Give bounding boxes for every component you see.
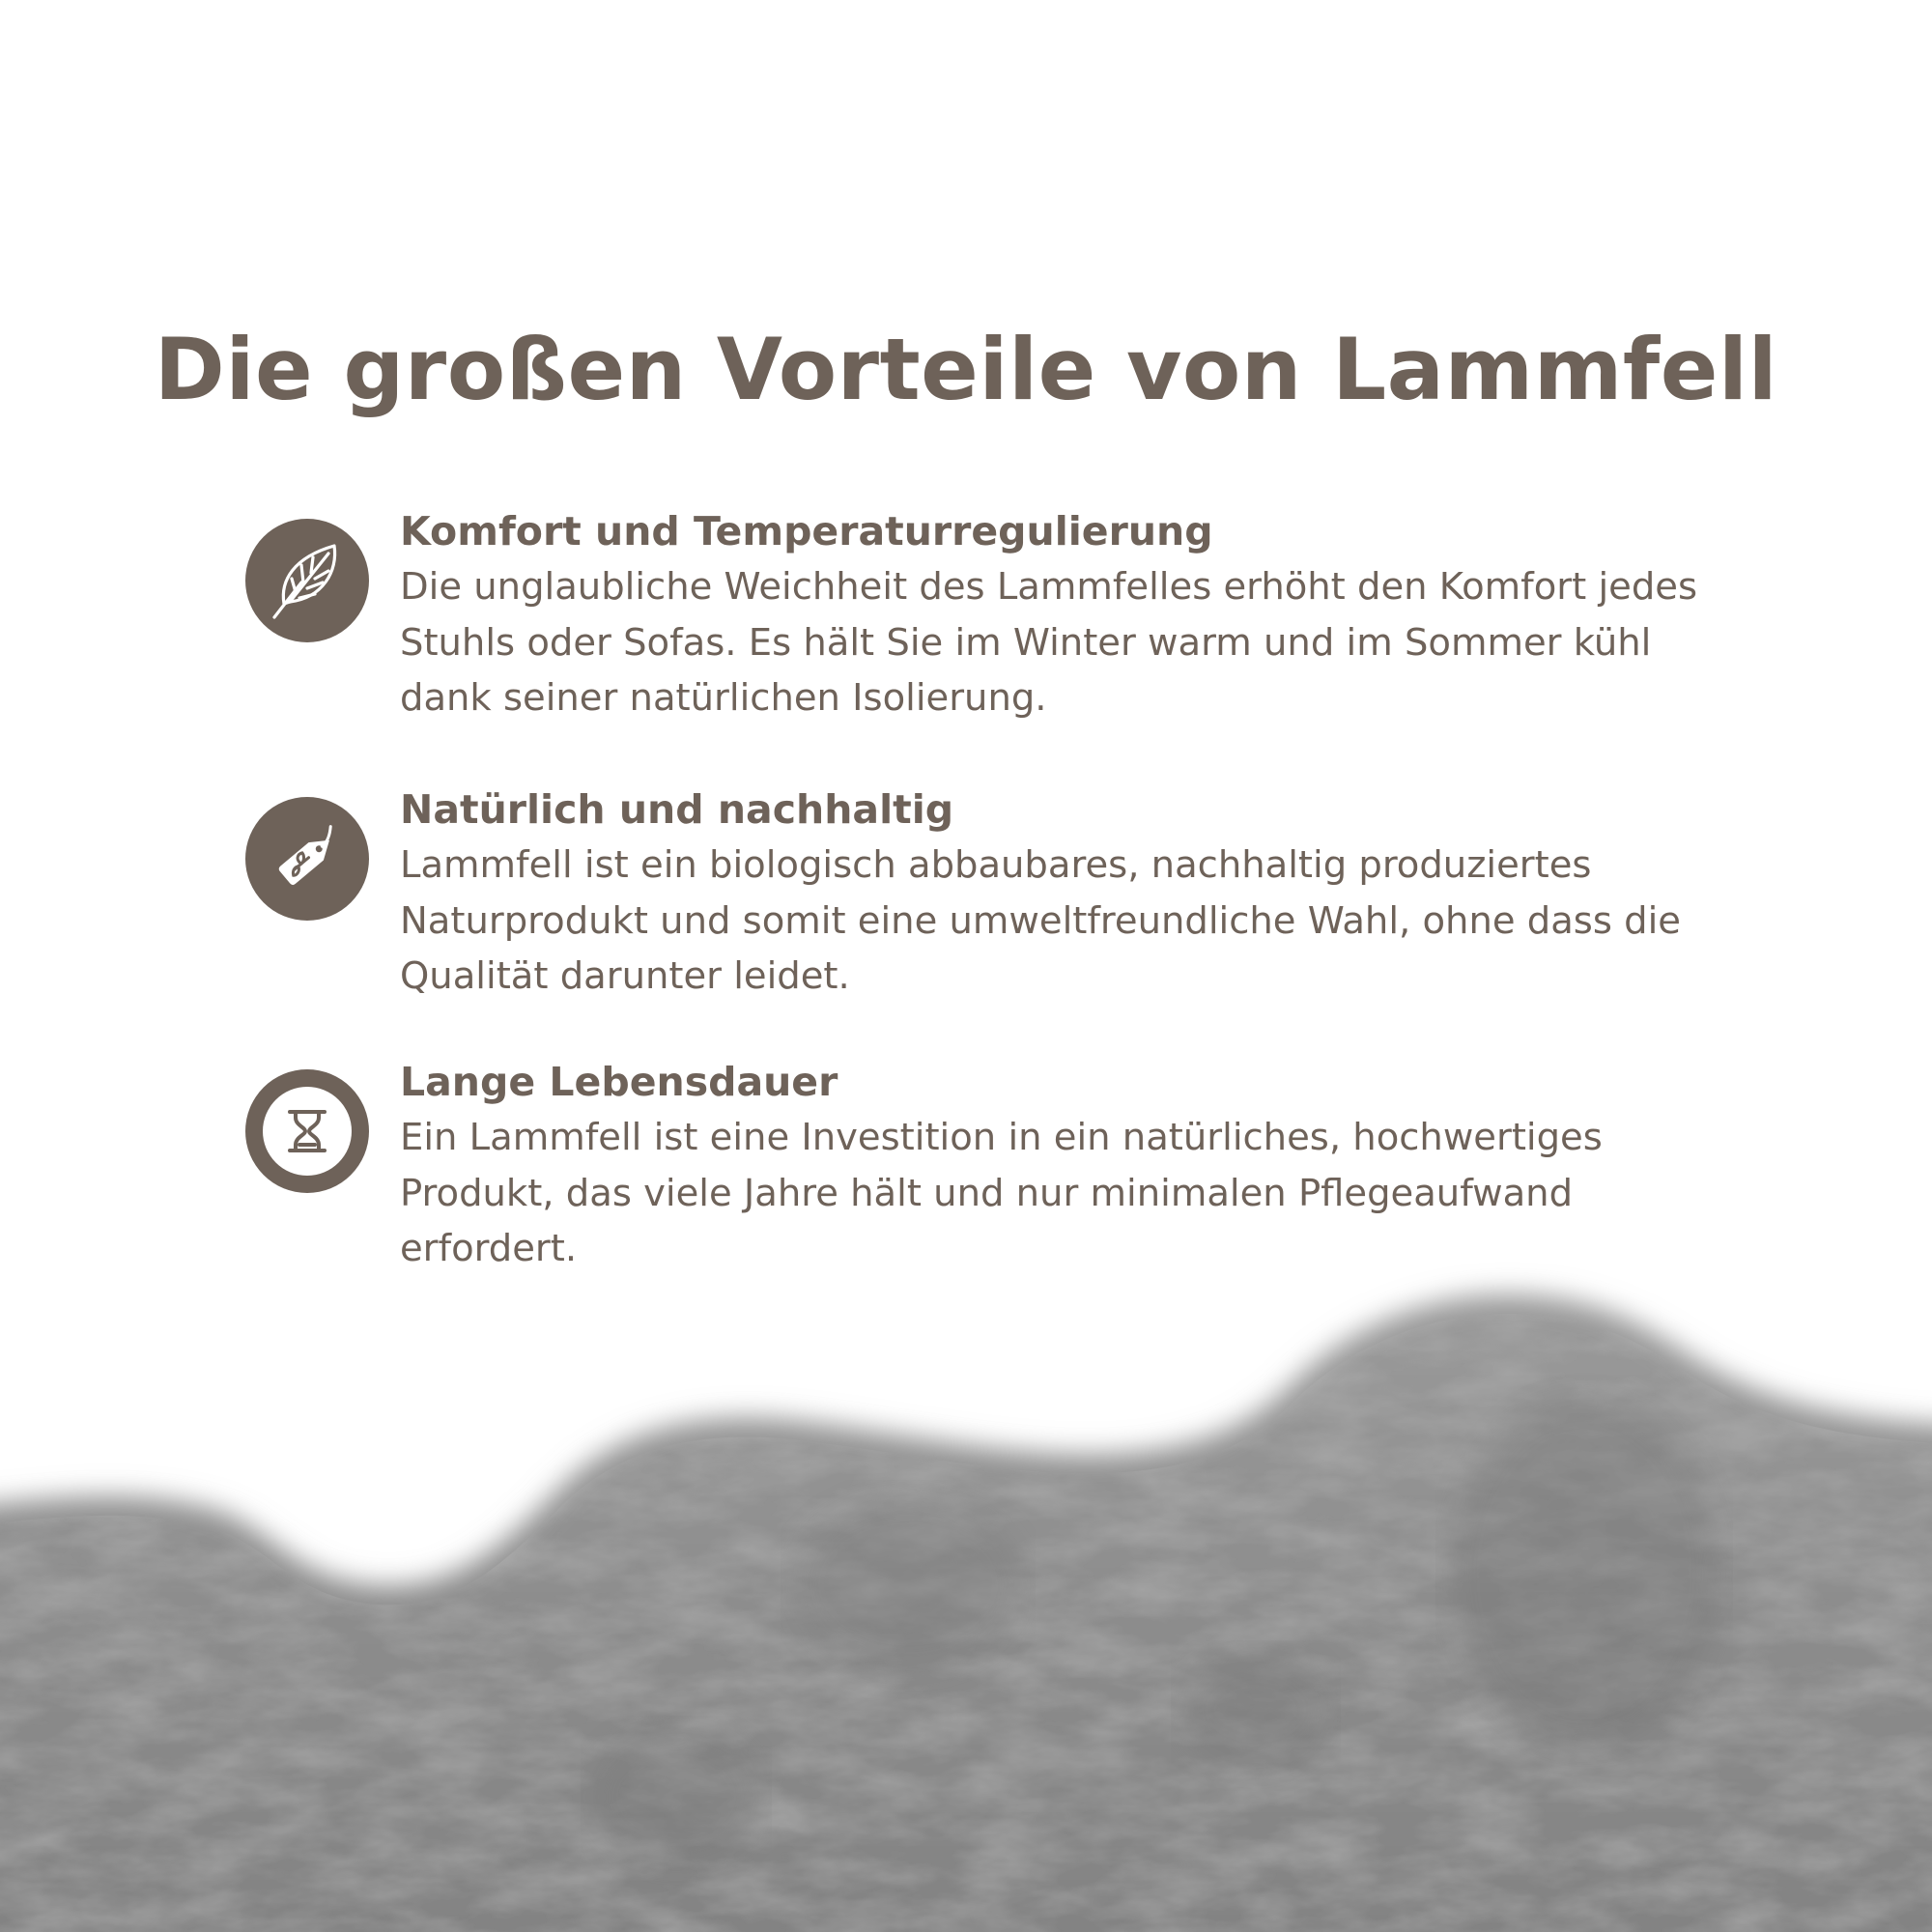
sheepskin-image (0, 1256, 1932, 1932)
feature-text (400, 503, 1714, 726)
page-title: Die großen Vorteile von Lammfell (154, 320, 1778, 419)
feature-heading: Komfort und Temperaturregulierung (400, 508, 1213, 554)
feature-heading: Lange Lebensdauer (400, 1059, 838, 1105)
feature-heading: Natürlich und nachhaltig (400, 786, 954, 833)
feature-text (400, 1054, 1714, 1277)
hourglass-icon (245, 1069, 369, 1193)
feature-text (400, 781, 1714, 1005)
feather-icon (245, 519, 369, 642)
feature-body: Die unglaubliche Weichheit des Lammfelles erhöht den Komfort jedes Stuhls oder Sofas. Es hält Sie im Winter warm und im Sommer kühl dank seiner natürlichen Isolierung. (400, 565, 1698, 720)
eco-tag-icon (245, 797, 369, 921)
feature-body: Ein Lammfell ist eine Investition in ein natürliches, hochwertiges Produkt, das viele Jahre hält und nur minimalen Pflegeaufwand erfordert. (400, 1116, 1603, 1270)
feature-body: Lammfell ist ein biologisch abbaubares, nachhaltig produziertes Naturprodukt und somit eine umweltfreundliche Wahl, ohne dass die Qualität darunter leidet. (400, 843, 1681, 998)
